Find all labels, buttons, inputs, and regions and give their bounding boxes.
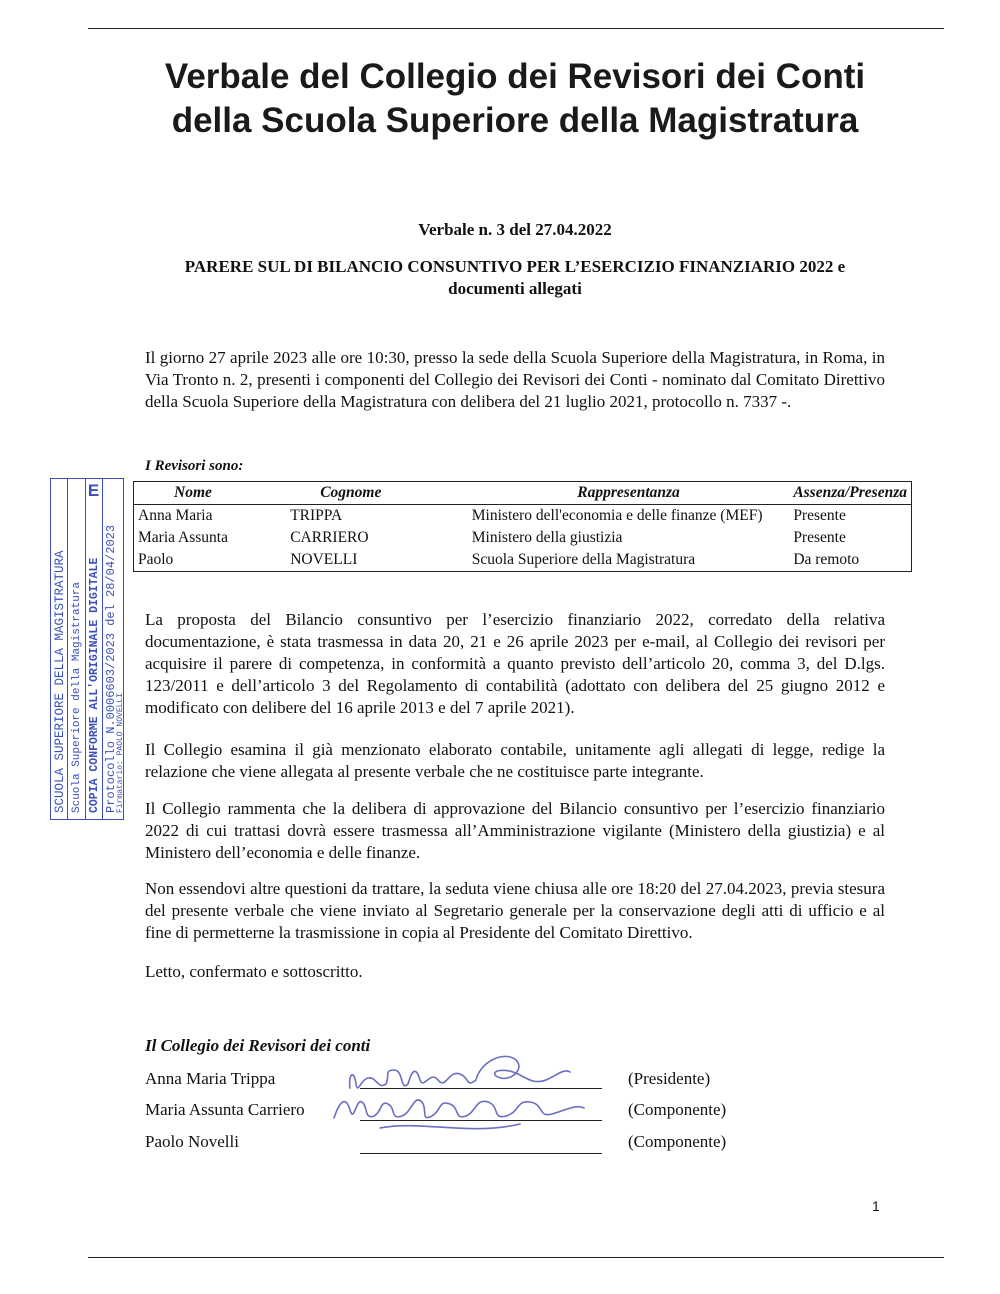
table-row — [134, 549, 912, 572]
signer-name-3: Paolo Novelli — [145, 1132, 239, 1151]
protocol-stamp — [50, 478, 124, 820]
signature-trippa — [350, 1056, 570, 1088]
stamp-col-5 — [115, 479, 123, 819]
table-header-row — [134, 482, 912, 505]
signer-name-2: Maria Assunta Carriero — [145, 1100, 305, 1119]
title-line-2: della Scuola Superiore della Magistratura — [171, 101, 859, 140]
cell-cognome: NOVELLI — [290, 551, 358, 568]
signer-name-1: Anna Maria Trippa — [145, 1069, 276, 1088]
stamp-col-3 — [85, 479, 103, 819]
cell-presenza: Presente — [793, 529, 846, 546]
cell-presenza: Presente — [793, 507, 846, 524]
stamp-col-1 — [51, 479, 68, 819]
cell-nome: Anna Maria — [138, 507, 213, 524]
cell-presenza: Da remoto — [793, 551, 860, 568]
paragraph-proposta: La proposta del Bilancio consuntivo per l’esercizio finanziario 2022, corredato della relativa documentazione, è stata trasmessa in data 20, 21 e 26 aprile 2023 per e-mail, al Collegio dei revisori per acquisire il parere di competenza, in conformità a quanto previsto dell’articolo 20, comma 3, del D.lgs. 123/2011 e dell’articolo 3 del Regolamento di contabilità (adottato con delibera del 25 giugno 2012 e modificato con delibere del 16 aprile 2013 e del 7 aprile 2021). — [145, 610, 885, 717]
bottom-rule — [88, 1257, 944, 1258]
intro-paragraph: Il giorno 27 aprile 2023 alle ore 10:30, presso la sede della Scuola Superiore della Magistratura, in Roma, in Via Tronto n. 2, presenti i componenti del Collegio dei Revisori dei Conti - nominato dal Comitato Direttivo della Scuola Superiore della Magistratura con delibera del 21 luglio 2021, protocollo n. 7337 -. — [145, 348, 885, 411]
cell-rappresentanza: Ministero dell'economia e delle finanze (MEF) — [471, 507, 763, 524]
signature-carriero — [334, 1100, 584, 1118]
signature-line-3 — [360, 1153, 602, 1154]
subject-line-2: documenti allegati — [448, 279, 582, 298]
cell-nome: Paolo — [138, 551, 174, 568]
revisori-table — [133, 481, 912, 572]
paragraph-chiusura: Non essendovi altre questioni da trattare, la seduta viene chiusa alle ore 18:20 del 27.04.2023, previa stesura del presente verbale che viene inviato al Segretario generale per la conservazione degli atti di ufficio e al fine di permetterne la trasmissione in copia al Presidente del Comitato Direttivo. — [145, 879, 885, 942]
subject-line-1: PARERE SUL DI BILANCIO CONSUNTIVO PER L’ESERCIZIO FINANZIARIO 2022 e — [184, 257, 846, 276]
cell-cognome: CARRIERO — [290, 529, 369, 546]
table-row — [134, 505, 912, 528]
stamp-line-4: Protocollo N.0006603/2023 del 28/04/2023 — [104, 524, 118, 813]
cell-cognome: TRIPPA — [290, 507, 343, 524]
signer-role-3: (Componente) — [628, 1132, 727, 1151]
header-presenza: Assenza/Presenza — [789, 482, 911, 505]
cell-rappresentanza: Scuola Superiore della Magistratura — [471, 551, 696, 568]
revisori-label: I Revisori sono: — [145, 458, 244, 474]
paragraph-rammenta: Il Collegio rammenta che la delibera di approvazione del Bilancio consuntivo per l’esercizio finanziario 2022 di cui trattasi dovrà essere trasmessa all’Amministrazione vigilante (Ministero della giustizia) e al Ministero dell’economia e delle finanze. — [145, 799, 885, 862]
header-rappresentanza: Rappresentanza — [468, 482, 790, 505]
header-cognome: Cognome — [290, 482, 468, 505]
handwritten-signatures — [320, 1040, 600, 1140]
signer-role-2: (Componente) — [628, 1100, 727, 1119]
signatures-title: Il Collegio dei Revisori dei conti — [145, 1036, 371, 1055]
signature-flourish — [380, 1124, 520, 1129]
title-line-1: Verbale del Collegio dei Revisori dei Conti — [164, 57, 866, 96]
document-title — [100, 55, 930, 143]
paragraph-sottoscritto: Letto, confermato e sottoscritto. — [145, 962, 363, 981]
top-rule — [88, 28, 944, 29]
cell-rappresentanza: Ministero della giustizia — [471, 529, 623, 546]
stamp-line-5: Firmatario: PAOLO NOVELLI — [116, 692, 125, 813]
stamp-line-1: SCUOLA SUPERIORE DELLA MAGISTRATURA — [53, 550, 67, 813]
cell-nome: Maria Assunta — [138, 529, 228, 546]
stamp-line-2: Scuola Superiore della Magistratura — [71, 581, 83, 813]
signer-role-1: (Presidente) — [628, 1069, 711, 1088]
paragraph-esamina: Il Collegio esamina il già menzionato elaborato contabile, unitamente agli allegati di legge, redige la relazione che viene allegata al presente verbale che ne costituisce parte integrante. — [145, 740, 885, 781]
header-nome: Nome — [134, 482, 291, 505]
verbale-number: Verbale n. 3 del 27.04.2022 — [418, 220, 612, 239]
stamp-line-3: COPIA CONFORME ALL'ORIGINALE DIGITALE — [88, 557, 101, 813]
page-number: 1 — [872, 1198, 880, 1214]
stamp-letter: E — [87, 481, 100, 500]
stamp-col-2 — [67, 479, 86, 819]
table-row — [134, 527, 912, 549]
